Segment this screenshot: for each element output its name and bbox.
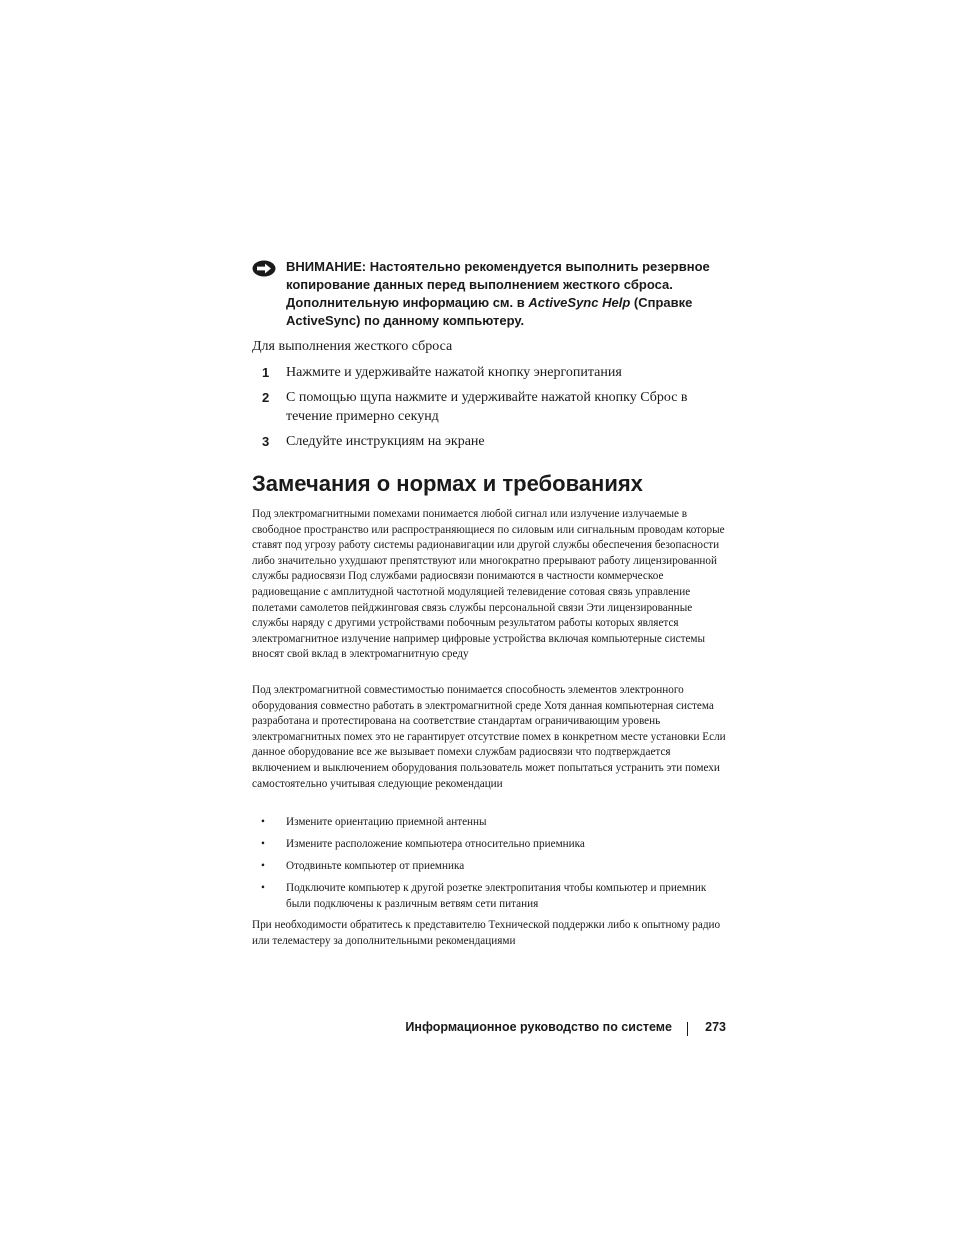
list-item-text: Измените расположение компьютера относительно приемника [286, 838, 585, 850]
intro-text: Для выполнения жесткого сброса [252, 339, 453, 354]
step-text: Следуйте инструкциям на экране [286, 434, 485, 449]
step-number: 2 [262, 390, 270, 405]
footer-separator [687, 1022, 688, 1036]
section-heading: Замечания о нормах и требованиях [252, 471, 643, 496]
list-item-text: Подключите компьютер к другой розетке электропитания чтобы компьютер и приемник были подключены к различным ветвям сети питания [286, 882, 707, 910]
bullet-dot: • [261, 816, 265, 828]
step-text: С помощью щупа нажмите и удерживайте нажатой кнопку Сброс в течение примерно секунд [286, 390, 688, 424]
paragraph-emi: Под электромагнитными помехами понимается любой сигнал или излучение излучаемые в свободное пространство или распространяющиеся по силовым или сигнальным проводам которые ставят под угрозу работу системы радионавигации или другой службы обеспечения безопасности либо значительно ухудшают препятствуют или многократно прерывают работу лицензированной службы радиосвязи Под службами радиосвязи понимаются в частности коммерческое радиовещание с амплитудной частотной модуляцией телевидение сотовая связь управление полетами самолетов пейджинговая связь службы персональной связи Эти лицензированные службы наряду с другими устройствами побочным результатом работы которых является электромагнитное излучение например цифровые устройства включая компьютерные системы вносят свой вклад в электромагнитную среду [252, 508, 725, 661]
page-footer [252, 1020, 726, 1038]
notice-icon [252, 260, 276, 277]
step-number: 1 [262, 365, 270, 380]
step-text: Нажмите и удерживайте нажатой кнопку энергопитания [286, 365, 622, 380]
notice-text-part2: (Справке ActiveSync) по данному компьютеру. [286, 295, 693, 328]
notice-text [286, 258, 732, 330]
bullet-dot: • [261, 882, 265, 894]
page-number: 273 [705, 1020, 726, 1034]
paragraph-emc: Под электромагнитной совместимостью понимается способность элементов электронного оборудования совместно работать в электромагнитной среде Хотя данная компьютерная система разработана и протестирована на соответствие стандартам ограничивающим уровень электромагнитных помех это не гарантирует отсутствие помех в конкретном месте установки Если данное оборудование все же вызывает помехи службам радиосвязи что подтверждается включением и выключением оборудования пользователь может попытаться устранить эти помехи самостоятельно учитывая следующие рекомендации [252, 684, 726, 790]
notice-label: ВНИМАНИЕ: [286, 259, 367, 274]
activesync-help-link: ActiveSync Help [528, 295, 631, 310]
bullet-dot: • [261, 860, 265, 872]
notice-text-part1: Настоятельно рекомендуется выполнить резервное копирование данных перед выполнением жесткого сброса. Дополнительную информацию см. в [286, 259, 710, 310]
footer-title: Информационное руководство по системе [405, 1020, 672, 1034]
step-number: 3 [262, 434, 270, 449]
list-item-text: Измените ориентацию приемной антенны [286, 816, 487, 828]
bullet-dot: • [261, 838, 265, 850]
closing-paragraph: При необходимости обратитесь к представителю Технической поддержки либо к опытному радио или телемастеру за дополнительными рекомендациями [252, 919, 721, 947]
list-item-text: Отодвиньте компьютер от приемника [286, 860, 465, 872]
